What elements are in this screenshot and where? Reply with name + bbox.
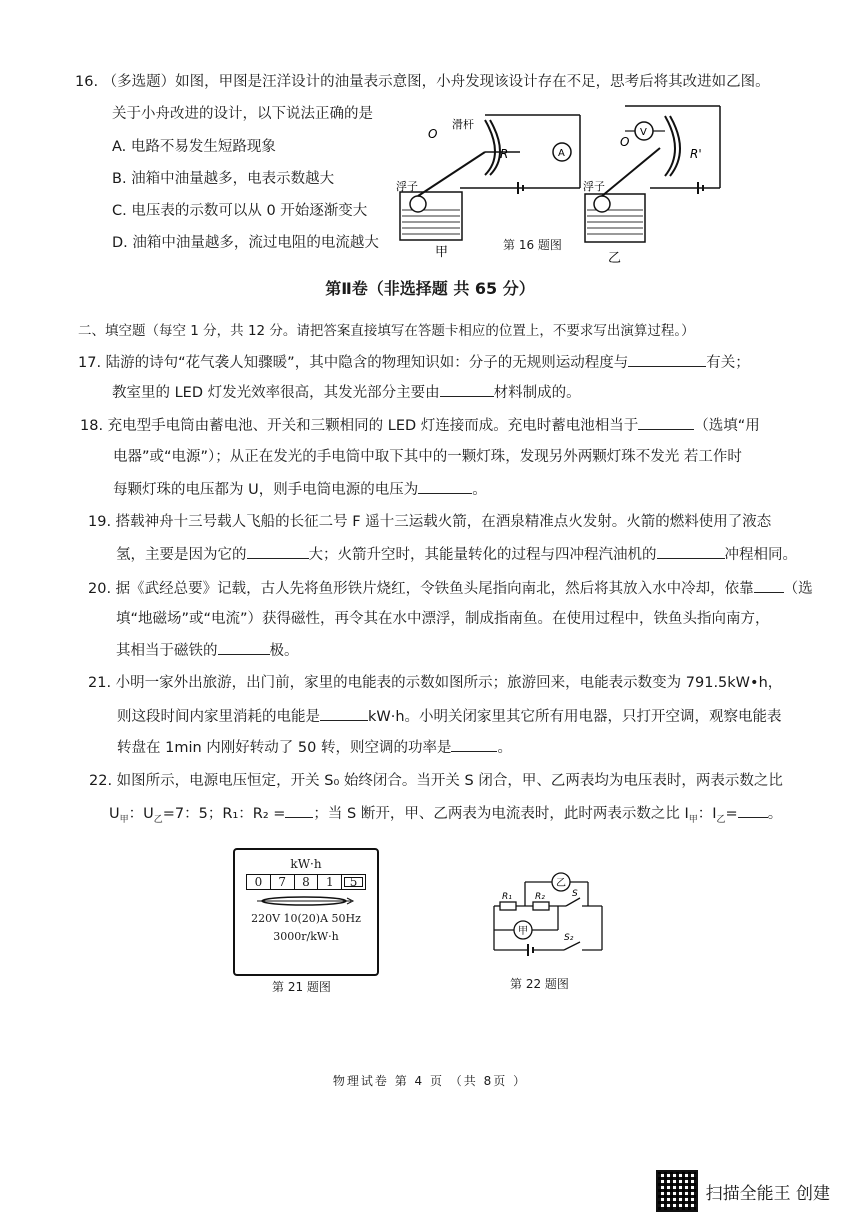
q17-line1: 17. 陆游的诗句“花气袭人知骤暖”，其中隐含的物理知识如：分子的无规则运动程度与 有关； bbox=[78, 352, 750, 373]
meter-unit: kW·h bbox=[290, 857, 322, 871]
meter-spec: 220V 10(20)A 50Hz bbox=[251, 912, 361, 925]
svg-text:R: R bbox=[500, 147, 509, 161]
svg-text:O: O bbox=[620, 135, 630, 149]
svg-text:O: O bbox=[428, 127, 438, 141]
section-title: 第Ⅱ卷（非选择题 共 65 分） bbox=[325, 279, 535, 298]
fig16-yi-diagram bbox=[580, 86, 730, 266]
q16-stem: 16. （多选题）如图，甲图是汪洋设计的油量表示意图，小舟发现该设计存在不足，思考后将其改进如乙图。 bbox=[75, 74, 770, 90]
q22-line1: 22. 如图所示，电源电压恒定，开关 S₀ 始终闭合。当开关 S 闭合，甲、乙两表均为电压表时，两表示数之比 bbox=[89, 773, 783, 789]
section-heading: 二、填空题（每空 1 分，共 12 分。请把答案直接填写在答题卡相应的位置上，不要求写出演算过程。） bbox=[78, 323, 695, 339]
meter-jia-label: 甲 bbox=[518, 926, 528, 937]
q18-line1: 18. 充电型手电筒由蓄电池、开关和三颗相同的 LED 灯连接而成。充电时蓄电池相当于 （选填“用 bbox=[80, 415, 760, 436]
q16-option-c: C. 电压表的示数可以从 0 开始逐渐变大 bbox=[112, 203, 368, 219]
q16-option-d: D. 油箱中油量越多，流过电阻的电流越大 bbox=[112, 235, 379, 251]
svg-text:S₂: S₂ bbox=[564, 933, 574, 943]
q20-line2: 填“地磁场”或“电流”）获得磁性，再令其在水中漂浮，制成指南鱼。在使用过程中，铁鱼头指向南方， bbox=[116, 611, 770, 627]
q16-option-a: A. 电路不易发生短路现象 bbox=[112, 139, 276, 155]
q20-line3: 其相当于磁铁的 极。 bbox=[116, 640, 299, 661]
q19-line1: 19. 搭载神舟十三号载人飞船的长征二号 F 遥十三运载火箭，在酒泉精准点火发射。火箭的燃料使用了液态 bbox=[88, 514, 772, 530]
q19-line2: 氢，主要是因为它的 大；火箭升空时，其能量转化的过程与四冲程汽油机的 冲程相同。 bbox=[116, 544, 797, 565]
energy-meter bbox=[233, 848, 379, 976]
q17-line2: 教室里的 LED 灯发光效率很高，其发光部分主要由 材料制成的。 bbox=[112, 382, 581, 403]
meter-rev: 3000r/kW·h bbox=[273, 930, 339, 943]
q22-line2: $U_甲$：$U_乙=7$：5；R₁：R₂ = ；当 S 断开，甲、乙两表为电流表时，此时两表示数之比 $I_甲$：$I_乙=$ 。 bbox=[109, 803, 782, 830]
label-jia: 甲 bbox=[435, 245, 449, 260]
q16-sub: 关于小舟改进的设计，以下说法正确的是 bbox=[112, 106, 373, 122]
page-footer: 物理试卷 第 4 页 （共 8页 ） bbox=[332, 1074, 528, 1088]
svg-text:浮子: 浮子 bbox=[396, 180, 418, 193]
svg-text:浮子: 浮子 bbox=[583, 180, 605, 193]
fig16-caption: 第 16 题图 bbox=[503, 238, 562, 252]
label-yi: 乙 bbox=[608, 251, 622, 266]
scanner-watermark: 扫描全能王 创建 bbox=[656, 1170, 830, 1212]
q21-line3: 转盘在 1min 内刚好转动了 50 转，则空调的功率是 。 bbox=[117, 737, 512, 758]
q18-line2: 电器”或“电源”）；从正在发光的手电筒中取下其中的一颗灯珠，发现另外两颗灯珠不发光 若工作时 bbox=[113, 449, 742, 465]
qr-code-icon bbox=[656, 1170, 698, 1212]
svg-text:R': R' bbox=[690, 147, 702, 161]
svg-text:R₁: R₁ bbox=[502, 892, 512, 902]
q16-option-b: B. 油箱中油量越多，电表示数越大 bbox=[112, 171, 335, 187]
meter-digits: 0 7 8 1 5 bbox=[246, 874, 366, 890]
q20-line1: 20. 据《武经总要》记载，古人先将鱼形铁片烧红，令铁鱼头尾指向南北，然后将其放入水中冷却，依靠 （选 bbox=[88, 578, 813, 599]
ammeter-label: A bbox=[558, 148, 565, 159]
meter-disc bbox=[235, 890, 373, 912]
fig21-caption: 第 21 题图 bbox=[272, 980, 331, 994]
q21-line2: 则这段时间内家里消耗的电能是 kW·h。小明关闭家里其它所有用电器，只打开空调，观察电能表 bbox=[117, 706, 782, 727]
q21-line1: 21. 小明一家外出旅游，出门前，家里的电能表的示数如图所示；旅游回来，电能表示数变为 791.5kW•h， bbox=[88, 675, 783, 691]
svg-text:滑杆: 滑杆 bbox=[452, 118, 474, 131]
q18-line3: 每颗灯珠的电压都为 U，则手电筒电源的电压为 。 bbox=[113, 479, 487, 500]
fig22-caption: 第 22 题图 bbox=[510, 977, 569, 991]
svg-text:R₂: R₂ bbox=[535, 892, 545, 902]
voltmeter-label: V bbox=[640, 127, 647, 138]
meter-yi-label: 乙 bbox=[556, 878, 566, 889]
svg-text:S: S bbox=[572, 889, 578, 899]
fig22-circuit bbox=[488, 860, 612, 960]
